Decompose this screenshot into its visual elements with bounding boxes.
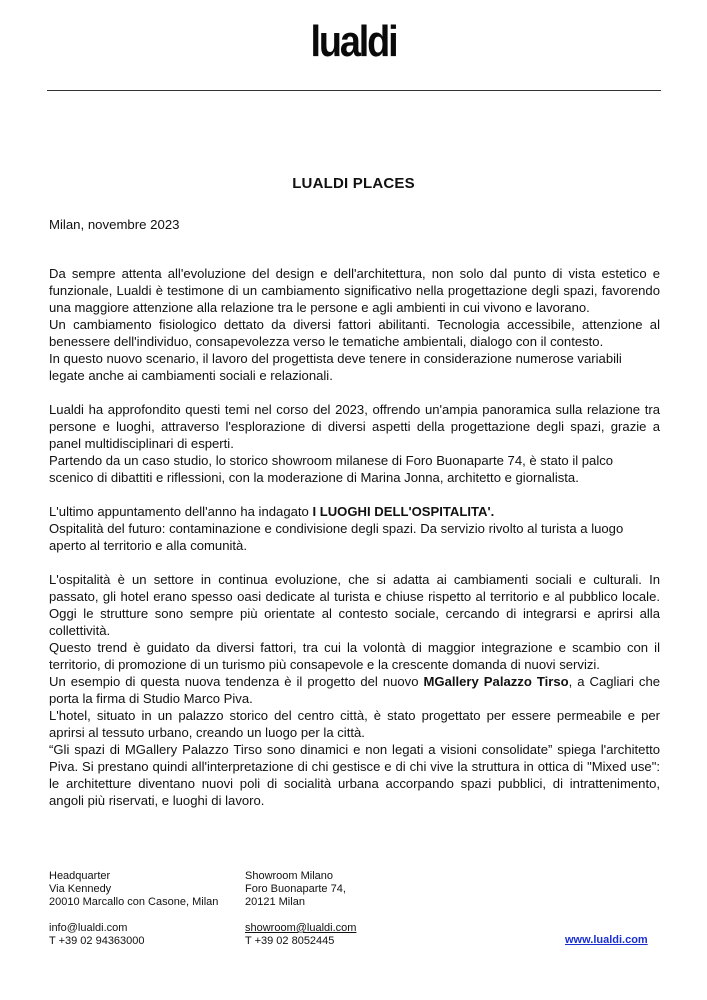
website-link[interactable]: www.lualdi.com [565, 934, 648, 946]
showroom-phone: T +39 02 8052445 [245, 935, 335, 947]
hq-email-link[interactable]: info@lualdi.com [49, 922, 128, 934]
footer-showroom-contacts [245, 922, 356, 948]
header-divider [47, 90, 661, 91]
paragraph [49, 503, 660, 520]
footer-street: Via Kennedy [49, 883, 112, 895]
paragraph: L'ospitalità è un settore in continua evoluzione, che si adatta ai cambiamenti sociali e culturali. In passato, gli hotel erano spesso oasi dedicate al turista e chiuse rispetto al territorio e al pubblico locale. Oggi le strutture sono sempre più orientate al contesto sociale, cercando di integrarsi e aprirsi alla collettività. [49, 572, 660, 638]
paragraph: “Gli spazi di MGallery Palazzo Tirso sono dinamici e non legati a visioni consolidate” spiega l'architetto Piva. Si prestano quindi all'interpretazione di chi gestisce e di chi vive la struttura in ottica di "Mixed use": le architetture diventano nuovi poli di socialità urbana accorpando spazi pubblici, di intrattenimento, angoli più riservati, e luoghi di lavoro. [49, 742, 660, 808]
paragraph: Un cambiamento fisiologico dettato da diversi fattori abilitanti. Tecnologia accessibile, attenzione al benessere dell'individuo, consapevolezza verso le tematiche ambientali, dialogo con il contesto. [49, 317, 660, 349]
paragraph-text: , a Cagliari che porta la firma di Studio Marco Piva. [49, 674, 661, 706]
page-title: LUALDI PLACES [292, 175, 415, 192]
footer-label: Showroom Milano [245, 870, 334, 882]
paragraph: Da sempre attenta all'evoluzione del design e dell'architettura, non solo dal punto di vista estetico e funzionale, Lualdi è testimone di un cambiamento significativo nella progettazione degli spazi, favorendo una maggiore attenzione alla relazione tra le persone e agli ambienti in cui vivono e lavorano. [49, 266, 660, 315]
paragraph: Questo trend è guidato da diversi fattori, tra cui la volontà di maggior integrazione e scambio con il territorio, di promozione di un turismo più consapevole e la crescente domanda di nuovi servizi. [49, 640, 660, 672]
footer-showroom-address [245, 870, 346, 909]
paragraph-text: Un esempio di questa nuova tendenza è il progetto del nuovo [49, 674, 424, 689]
lualdi-logo: lualdi [310, 17, 397, 66]
document-date: Milan, novembre 2023 [49, 217, 180, 232]
paragraph: L'hotel, situato in un palazzo storico del centro città, è stato progettato per essere permeabile e per aprirsi al tessuto urbano, creando un luogo per la città. [49, 708, 660, 740]
footer-hq-contacts [49, 922, 145, 948]
footer-city: 20121 Milan [245, 896, 305, 908]
paragraph-text: L'ultimo appuntamento dell'anno ha indagato [49, 504, 313, 519]
paragraph [49, 673, 660, 707]
document-body [49, 265, 660, 809]
footer-street: Foro Buonaparte 74, [245, 883, 346, 895]
paragraph: Ospitalità del futuro: contaminazione e condivisione degli spazi. Da servizio rivolto al turista a luogo aperto al territorio e alla comunità. [49, 521, 624, 553]
paragraph: Lualdi ha approfondito questi temi nel corso del 2023, offrendo un'ampia panoramica sulla relazione tra persone e luoghi, attraverso l'esplorazione di diversi aspetti della progettazione degli spazi, grazie a panel multidisciplinari di esperti. [49, 402, 660, 451]
highlight-text: I LUOGHI DELL'OSPITALITA'. [312, 504, 495, 519]
paragraph: Partendo da un caso studio, lo storico showroom milanese di Foro Buonaparte 74, è stato il palco scenico di dibattiti e riflessioni, con la moderazione di Marina Jonna, architetto e giornalista. [49, 453, 614, 485]
highlight-text: MGallery Palazzo Tirso [423, 674, 569, 689]
footer-city: 20010 Marcallo con Casone, Milan [49, 896, 219, 908]
hq-phone: T +39 02 94363000 [49, 935, 145, 947]
showroom-email-link[interactable]: showroom@lualdi.com [245, 922, 357, 934]
paragraph: In questo nuovo scenario, il lavoro del progettista deve tenere in considerazione numerose variabili legate anche ai cambiamenti sociali e relazionali. [49, 351, 622, 383]
footer-hq-address [49, 870, 218, 909]
footer-label: Headquarter [49, 870, 111, 882]
